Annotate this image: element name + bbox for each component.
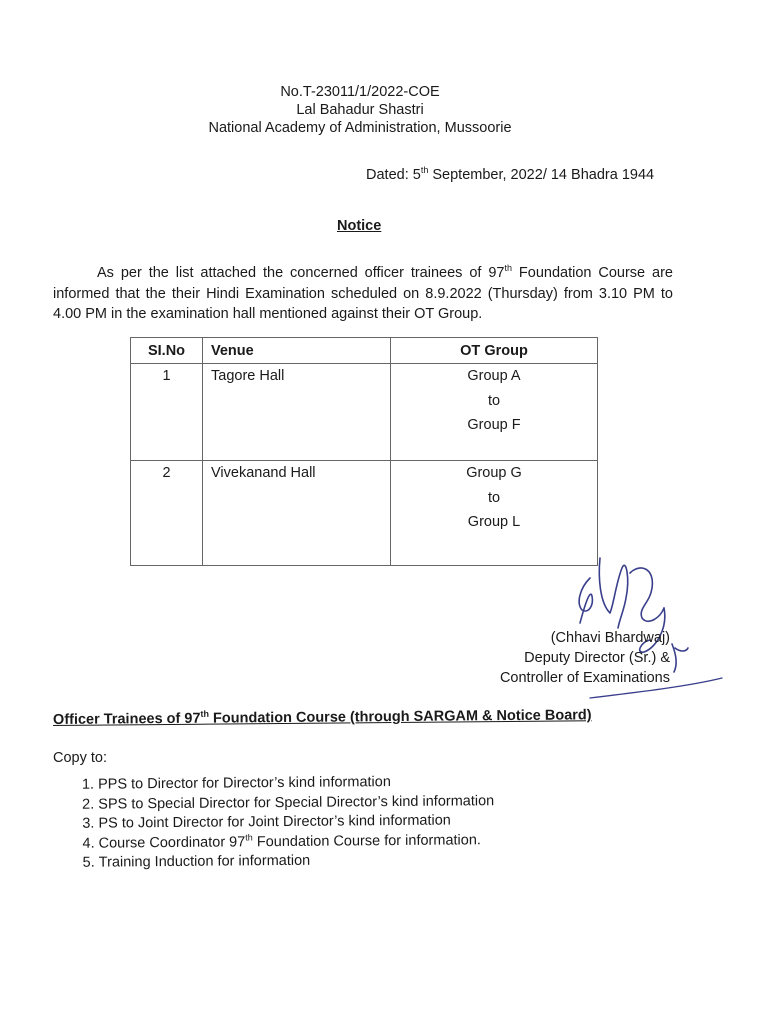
- header-sl-no: SI.No: [131, 338, 203, 364]
- list-item: 3. PS to Joint Director for Joint Director’s kind information: [98, 811, 494, 834]
- table-row: [131, 461, 598, 566]
- signatory-designation-2: Controller of Examinations: [499, 670, 670, 686]
- signatory-designation-1: Deputy Director (Sr.) &: [524, 650, 670, 666]
- notice-title: Notice: [337, 218, 382, 234]
- cell-venue: Tagore Hall: [203, 364, 391, 461]
- organization-line-2: National Academy of Administration, Mussoorie: [208, 120, 512, 136]
- notice-body: As per the list attached the concerned officer trainees of 97th Foundation Course are informed that the their Hindi Examination scheduled on 8.9.2022 (Thursday) from 3.10 PM to 4.00 PM in the examination hall mentioned against their OT Group.: [53, 263, 673, 322]
- header-ot-group: OT Group: [391, 338, 598, 364]
- venue-table: [130, 337, 598, 566]
- signatory-name: (Chhavi Bhardwaj): [550, 630, 670, 646]
- cell-sl-no: 1: [131, 364, 203, 461]
- list-item: 4. Course Coordinator 97th Foundation Course for information.: [99, 831, 495, 854]
- organization-line-1: Lal Bahadur Shastri: [296, 102, 424, 118]
- list-item: 2. SPS to Special Director for Special Director’s kind information: [98, 792, 494, 815]
- cell-ot-group: Group A to Group F: [391, 364, 598, 461]
- signatory-block: [470, 628, 670, 688]
- cell-venue: Vivekanand Hall: [203, 461, 391, 566]
- header-venue: Venue: [203, 338, 391, 364]
- letterhead: [0, 83, 720, 137]
- table-row: [131, 364, 598, 461]
- list-item: 5. Training Induction for information: [99, 850, 495, 873]
- cell-sl-no: 2: [131, 461, 203, 566]
- table-header-row: [131, 338, 598, 364]
- copy-to-list: [53, 772, 495, 873]
- addressee-line: Officer Trainees of 97th Foundation Course (through SARGAM & Notice Board): [52, 707, 592, 728]
- reference-number: No.T-23011/1/2022-COE: [280, 84, 440, 100]
- copy-to-label: Copy to:: [53, 750, 107, 766]
- list-item: 1. PPS to Director for Director’s kind information: [98, 772, 494, 795]
- cell-ot-group: Group G to Group L: [391, 461, 598, 566]
- date-line: Dated: 5th September, 2022/ 14 Bhadra 1944: [366, 165, 655, 183]
